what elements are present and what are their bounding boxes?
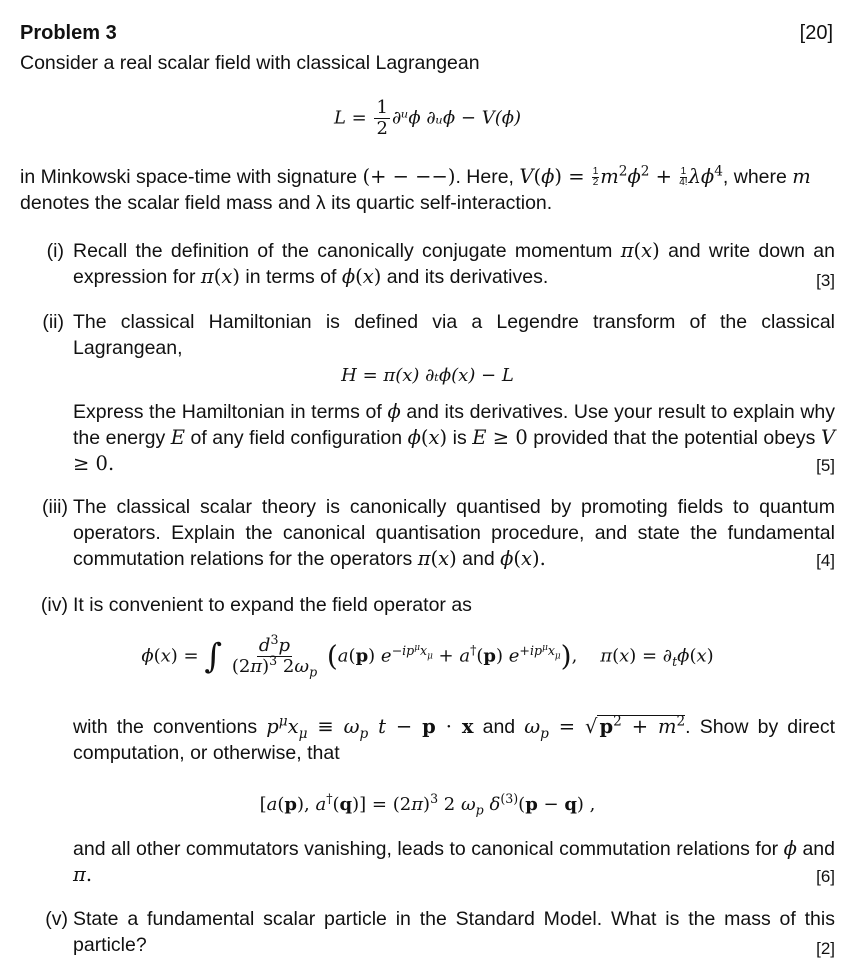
part-v-text: State a fundamental scalar particle in the Standard Model. What is the mass of this particle? [73,908,835,956]
part-iii [20,494,835,576]
part-iv-conventions: with the conventions $p^\mu x_\mu \equiv \omega_p$ t − p · x and $\omega_p$ = √ $p^2 + m^2$. Show by direct computation, or otherwise, that [73,713,835,764]
problem-total-marks: [20] [799,22,833,44]
part-iv-conclusion: and all other commutators vanishing, leads to canonical commutation relations for ϕ and π. [73,837,835,886]
lagrangean-lhs: L = [333,107,367,129]
field-expansion-equation: ϕ(x) = ∫ $\frac{d^3p}{(2\pi)^3 2\omega_p}$ (a(p) $e^{-ip^\mu x_\mu} + a^\dagger(p)$ $e^{+ip^\mu x_\mu}$), $\pi(x) = \partial_t\phi(x)$ [141,632,714,680]
part-i [20,238,835,298]
part-marks: [5] [816,456,835,475]
part-v [20,906,835,960]
commutator-equation: [a(p), $a^\dagger(q)] = (2\pi)^3$ 2 $\omega_p$ $\delta^{(3)}(p - q)$ , [259,791,596,818]
part-label: (v) [45,908,68,930]
part-marks: [6] [816,867,835,886]
part-label: (iv) [40,594,68,616]
part-label: (i) [46,240,64,262]
problem-title: Problem 3 [20,22,117,44]
problem-intro: Consider a real scalar field with classical Lagrangean [20,52,480,74]
part-i-text: Recall the definition of the canonically conjugate momentum π(x) and write down an expression for π(x) in terms of ϕ(x) and its derivatives. [73,239,835,288]
potential-definition: V [519,165,534,188]
part-ii-text: Express the Hamiltonian in terms of ϕ and its derivatives. Use your result to explain why the energy E of any field configuration ϕ(x) is E ≥ 0 provided that the potential obeys V ≥ 0. [73,400,836,475]
lagrangean-rhs: ∂ᵘϕ ∂ᵤϕ − V(ϕ) [391,107,522,129]
part-iii-text: The classical scalar theory is canonically quantised by promoting fields to quantum operators. Explain the canonical quantisation procedure, and state the fundamental commutation relations for the operators π(x) and ϕ(x). [73,496,835,570]
part-marks: [3] [816,271,835,290]
half-fraction: $\frac{1}{2}$ [376,97,388,139]
part-iv [20,592,835,892]
part-marks: [2] [816,939,835,958]
part-iv-intro: It is convenient to expand the field operator as [73,594,472,616]
part-ii [20,309,835,479]
context-line-2: denotes the scalar field mass and λ its quartic self-interaction. [20,192,553,214]
part-label: (iii) [42,496,68,518]
lagrangean-equation [0,98,855,139]
hamiltonian-equation: H = π(x) ∂ₜϕ(x) − L [341,365,514,386]
context-paragraph [20,164,835,216]
part-ii-intro: The classical Hamiltonian is defined via a Legendre transform of the classical Lagrangean, [73,311,835,359]
part-marks: [4] [816,551,835,570]
context-line-1: in Minkowski space-time with signature (+ − −−). Here, V(ϕ) = $\frac{1}{2}$ $m^2\phi^2$ + $\frac{1}{4!}$ $\lambda\phi^4$, where m [20,163,811,189]
part-label: (ii) [42,311,64,333]
